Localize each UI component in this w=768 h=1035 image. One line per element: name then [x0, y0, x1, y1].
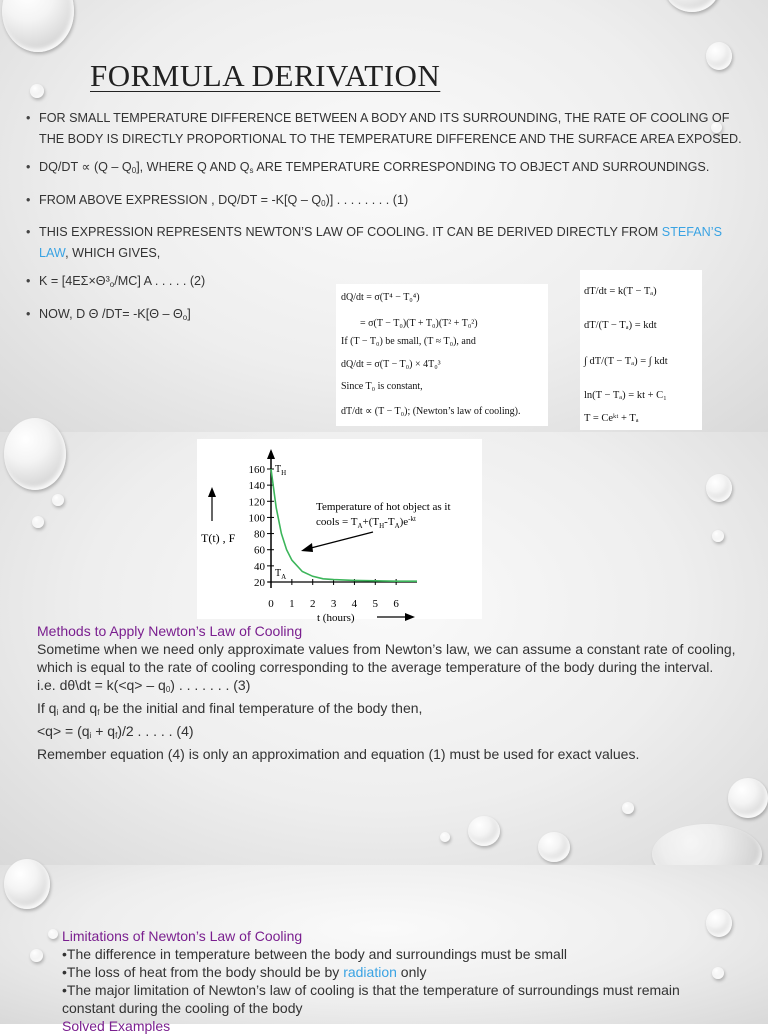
y-tick-label: 20 — [254, 577, 265, 589]
eq-text: If q — [37, 700, 57, 716]
radiation-link[interactable]: radiation — [343, 964, 397, 980]
subscript: i — [56, 708, 59, 717]
list-item: •The major limitation of Newton’s law of cooling is that the temperature of surroundings must remain constant during the cooling of the body — [62, 982, 680, 1016]
bullet-text: FOR SMALL TEMPERATURE DIFFERENCE BETWEEN A BODY AND ITS SURROUNDING, THE RATE OF COOLING OF THE BODY IS DIRECTLY PROPORTIONAL TO THE TEMPERATURE DIFFERENCE AND THE SURFACE AREA EXPOSED. — [39, 111, 742, 146]
x-tick-label: 2 — [309, 598, 316, 610]
formula-line: T = Ceᵏᵗ + Tₐ — [584, 413, 639, 424]
x-tick-label: 5 — [372, 598, 379, 610]
eq-text: + q — [91, 723, 116, 739]
bullet-text: /MC] A . . . . . (2) — [114, 274, 206, 288]
paragraph: Sometime when we need only approximate values from Newton’s law, we can assume a constant rate of cooling, which is equal to the rate of cooling corresponding to the average temperature of the body during the interval. — [37, 641, 736, 675]
bullet-text: ARE TEMPERATURE CORRESPONDING TO OBJECT AND SURROUNDINGS. — [253, 160, 710, 174]
formula-line: If (T − T₀) be small, (T ≈ T₀), and — [341, 336, 476, 347]
annotation-line1: Temperature of hot object as it — [316, 501, 451, 513]
annotation-part: -T — [384, 516, 395, 528]
formula-line: Since T₀ is constant, — [341, 381, 423, 392]
annotation-part: A — [357, 522, 363, 530]
x-tick-label: 0 — [268, 598, 274, 610]
annotation-part: H — [379, 522, 385, 530]
annotation-part: )e — [399, 516, 409, 528]
x-tick-label: 1 — [289, 598, 295, 610]
bullet-text: )] . . . . . . . . (1) — [325, 192, 409, 207]
list-item — [26, 157, 742, 182]
eq-text: )/2 . . . . . (4) — [117, 723, 194, 739]
water-drop — [712, 530, 724, 542]
y-top-label: $T_H$ — [275, 464, 287, 477]
water-drop — [728, 778, 768, 818]
subscript: 0 — [321, 198, 326, 208]
water-drop — [706, 909, 732, 937]
y-tick-label: 40 — [254, 560, 265, 573]
annotation-part: +(T — [362, 516, 380, 528]
list-item: •The difference in temperature between the body and surroundings must be small — [62, 946, 568, 962]
limitations-section — [62, 927, 702, 1035]
equation-3 — [37, 676, 737, 699]
list-item — [26, 190, 742, 215]
bullet-text: ], WHERE Q AND Q — [136, 160, 250, 174]
initial-final-line — [37, 699, 737, 722]
subscript: o — [109, 280, 115, 289]
item-text: only — [396, 964, 427, 980]
formula-line: dT/dt = k(T − Tₐ) — [584, 286, 657, 297]
water-drop — [468, 816, 500, 846]
section-heading: Limitations of Newton’s Law of Cooling — [62, 928, 303, 944]
y-bottom-label-sub: A — [281, 573, 287, 581]
item-text: •The loss of heat from the body should be by — [62, 964, 344, 980]
subscript: s — [249, 166, 254, 175]
slide-methods — [0, 432, 768, 865]
water-drop — [538, 832, 570, 862]
formula-line: ∫ dT/(T − Tₐ) = ∫ kdt — [584, 356, 668, 367]
y-bottom-label: $T_A$ — [275, 568, 287, 581]
water-drop — [706, 42, 732, 70]
annotation-line2: cools = $T_A+(T_H-T_A)e^{-kt}$ — [316, 515, 416, 530]
bullet-text: NOW, D Θ /DT= -K[Θ – Θ — [39, 306, 183, 321]
y-tick-label: 140 — [248, 480, 265, 493]
x-axis-label: t (hours) — [317, 612, 355, 624]
y-tick-label: 120 — [248, 496, 265, 509]
bullet-text: DQ/DT ∝ (Q – Q — [39, 160, 132, 174]
eq-text: be the initial and final temperature of the body then, — [99, 700, 423, 716]
equation-4 — [37, 722, 737, 745]
section-heading: Methods to Apply Newton’s Law of Cooling — [37, 623, 303, 639]
x-tick-label: 6 — [393, 598, 399, 610]
subscript: f — [97, 708, 100, 717]
annotation-part: -kt — [408, 515, 416, 523]
formula-image-stefan — [336, 284, 548, 426]
annotation-arrow-head — [301, 543, 313, 552]
water-drop — [32, 516, 44, 528]
list-item — [62, 963, 702, 981]
x-tick-label: 4 — [351, 598, 358, 610]
remember-note: Remember equation (4) is only an approximation and equation (1) must be used for exact values. — [37, 746, 640, 762]
water-drop — [440, 832, 450, 842]
eq-text: ) . . . . . . . (3) — [170, 677, 251, 693]
eq-text: <q> = (q — [37, 723, 90, 739]
section-heading-cut: Solved Examples — [62, 1018, 171, 1034]
list-item — [26, 108, 742, 149]
list-item — [26, 222, 742, 263]
formula-line: dT/dt ∝ (T − T₀); (Newton’s law of cooling). — [341, 406, 521, 417]
water-drop — [4, 418, 66, 490]
stefans-law-link[interactable]: STEFAN’S LAW — [39, 225, 722, 260]
bullet-text: , WHICH GIVES, — [65, 245, 161, 260]
water-drop — [622, 802, 634, 814]
bullet-text: K = [4EΣ×Θ³ — [39, 274, 110, 288]
water-drop — [706, 474, 732, 502]
page-title: FORMULA DERIVATION — [90, 58, 441, 93]
y-axis-arrow — [267, 449, 275, 459]
bullet-text: THIS EXPRESSION REPRESENTS NEWTON’S LAW OF COOLING. IT CAN BE DERIVED DIRECTLY FROM — [39, 225, 662, 239]
water-drop — [712, 967, 724, 979]
formula-image-integration — [580, 270, 702, 430]
chart-svg — [197, 439, 482, 624]
water-drop — [52, 494, 64, 506]
list-item — [26, 304, 339, 329]
formula-line: dT/(T − Tₐ) = kdt — [584, 320, 657, 331]
water-drop — [2, 0, 74, 52]
slide-limitations — [0, 865, 768, 1034]
subscript: o — [182, 312, 188, 322]
x-tick-label: 3 — [330, 598, 337, 610]
water-drop — [30, 949, 43, 962]
annotation-part: A — [394, 522, 400, 530]
formula-line: ln(T − Tₐ) = kt + C₁ — [584, 390, 667, 401]
bullet-text: ] — [187, 306, 191, 321]
y-top-label-sub: H — [281, 469, 287, 477]
subscript: i — [89, 731, 92, 740]
y-axis-label: T(t) , F — [201, 531, 236, 545]
water-drop — [664, 0, 720, 12]
subscript: 0 — [165, 685, 171, 694]
subscript: 0 — [131, 166, 137, 175]
formula-line: = σ(T − T₀)(T + T₀)(T² + T₀²) — [360, 318, 478, 329]
y-tick-label: 80 — [254, 528, 265, 541]
eq-text: i.e. dθ\dt = k(<q> – q — [37, 677, 166, 693]
subscript: f — [115, 731, 118, 740]
ylabel-arrow-head — [208, 487, 216, 497]
cooling-curve-chart — [197, 439, 482, 624]
annotation-arrow-shaft — [307, 532, 373, 549]
y-tick-label: 160 — [248, 464, 265, 476]
water-drop — [30, 84, 44, 98]
water-drop — [48, 929, 58, 939]
y-tick-label: 60 — [254, 544, 265, 557]
formula-line: dQ/dt = σ(T − T₀) × 4T₀³ — [341, 359, 441, 370]
bullet-text: FROM ABOVE EXPRESSION , DQ/DT = -K[Q – Q — [39, 192, 322, 207]
slide-formula-derivation — [0, 0, 768, 432]
y-tick-label: 100 — [248, 512, 265, 525]
water-drop — [4, 859, 50, 909]
list-item — [26, 271, 339, 296]
eq-text: and q — [58, 700, 98, 716]
methods-section — [37, 622, 737, 763]
xlabel-arrow-head — [405, 613, 415, 621]
formula-line: dQ/dt = σ(T⁴ − T₀⁴) — [341, 292, 420, 303]
